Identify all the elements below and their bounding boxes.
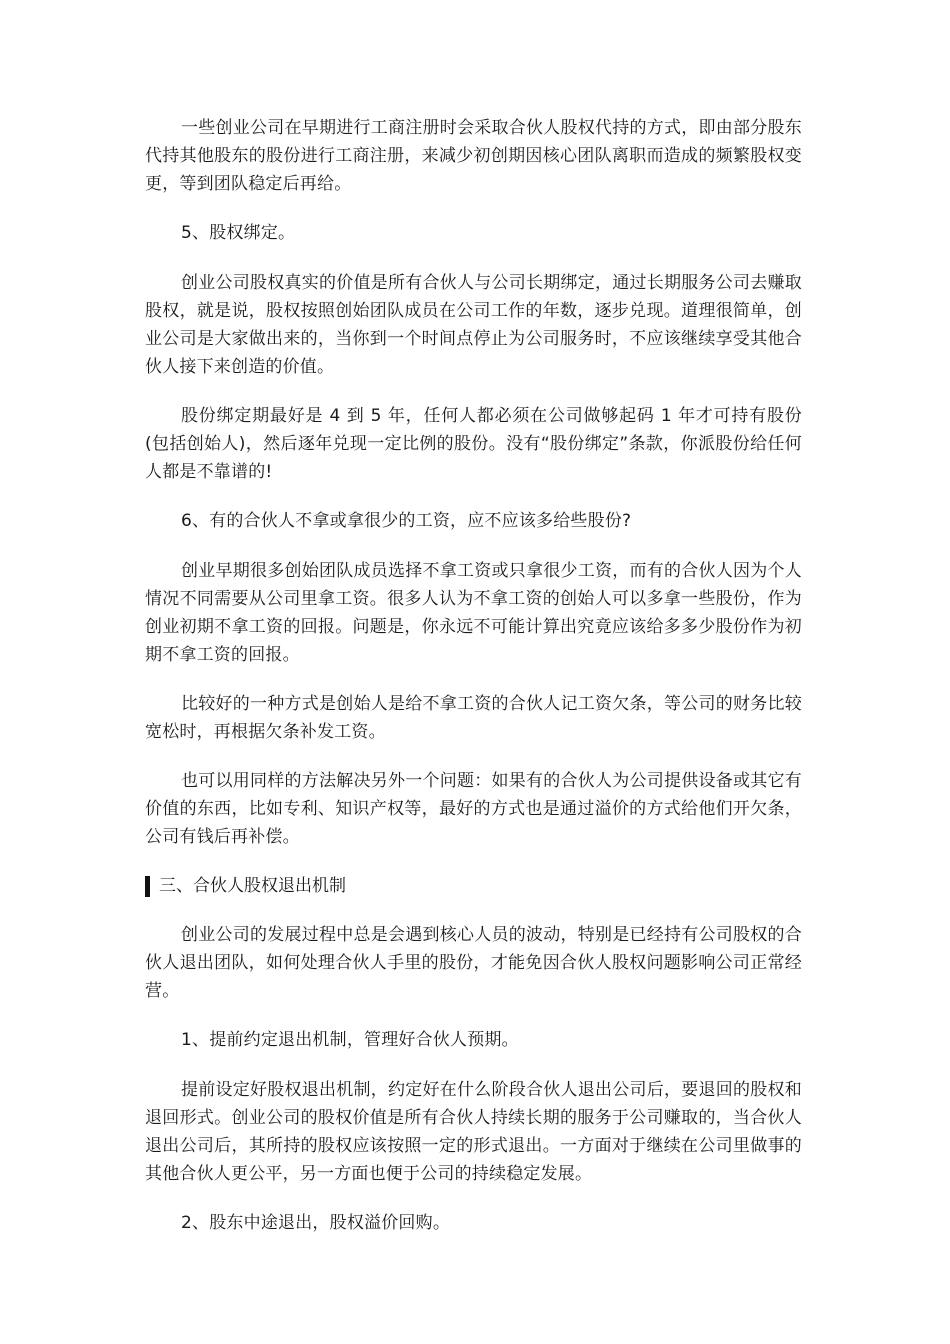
subheading-exit-mechanism: 1、提前约定退出机制，管理好合伙人预期。: [181, 1030, 519, 1050]
paragraph-salary-iou: 比较好的一种方式是创始人是给不拿工资的合伙人记工资欠条，等公司的财务比较宽松时，再根据欠条补发工资。: [145, 694, 802, 742]
subheading-salary-question: 6、有的合伙人不拿或拿很少的工资，应不应该多给些股份?: [181, 511, 632, 531]
document-page: [145, 114, 802, 1259]
paragraph-vesting-period: 股份绑定期最好是 4 到 5 年，任何人都必须在公司做够起码 1 年才可持有股份(包括创始人)，然后逐年兑现一定比例的股份。没有“股份绑定”条款，你派股份给任何人都是不靠谱的!: [145, 406, 802, 482]
section-heading: [145, 872, 802, 900]
paragraph-assets-iou: 也可以用同样的方法解决另外一个问题：如果有的合伙人为公司提供设备或其它有价值的东西，比如专利、知识产权等，最好的方式也是通过溢价的方式给他们开欠条，公司有钱后再补偿。: [145, 771, 802, 847]
subheading-equity-binding: 5、股权绑定。: [181, 223, 296, 243]
paragraph-equity-proxy: 一些创业公司在早期进行工商注册时会采取合伙人股权代持的方式，即由部分股东代持其他股东的股份进行工商注册，来减少初创期因核心团队离职而造成的频繁股权变更，等到团队稳定后再给。: [145, 118, 802, 194]
paragraph-no-salary: 创业早期很多创始团队成员选择不拿工资或只拿很少工资，而有的合伙人因为个人情况不同需要从公司里拿工资。很多人认为不拿工资的创始人可以多拿一些股份，作为创业初期不拿工资的回报。问题是，你永远不可能计算出究竟应该给多多少股份作为初期不拿工资的回报。: [145, 561, 802, 665]
paragraph-exit-rules: 提前设定好股权退出机制，约定好在什么阶段合伙人退出公司后，要退回的股权和退回形式。创业公司的股权价值是所有合伙人持续长期的服务于公司赚取的，当合伙人退出公司后，其所持的股权应该按照一定的形式退出。一方面对于继续在公司里做事的其他合伙人更公平，另一方面也便于公司的持续稳定发展。: [145, 1080, 802, 1184]
paragraph-core-staff: 创业公司的发展过程中总是会遇到核心人员的波动，特别是已经持有公司股权的合伙人退出团队，如何处理合伙人手里的股份，才能免因合伙人股权问题影响公司正常经营。: [145, 925, 802, 1001]
section-heading-bar: [145, 876, 150, 897]
paragraph-equity-value: 创业公司股权真实的价值是所有合伙人与公司长期绑定，通过长期服务公司去赚取股权，就是说，股权按照创始团队成员在公司工作的年数，逐步兑现。道理很简单，创业公司是大家做出来的，当你到一个时间点停止为公司服务时，不应该继续享受其他合伙人接下来创造的价值。: [145, 273, 802, 377]
section-heading-text: 三、合伙人股权退出机制: [159, 876, 346, 896]
subheading-buyback: 2、股东中途退出，股权溢价回购。: [181, 1213, 451, 1233]
